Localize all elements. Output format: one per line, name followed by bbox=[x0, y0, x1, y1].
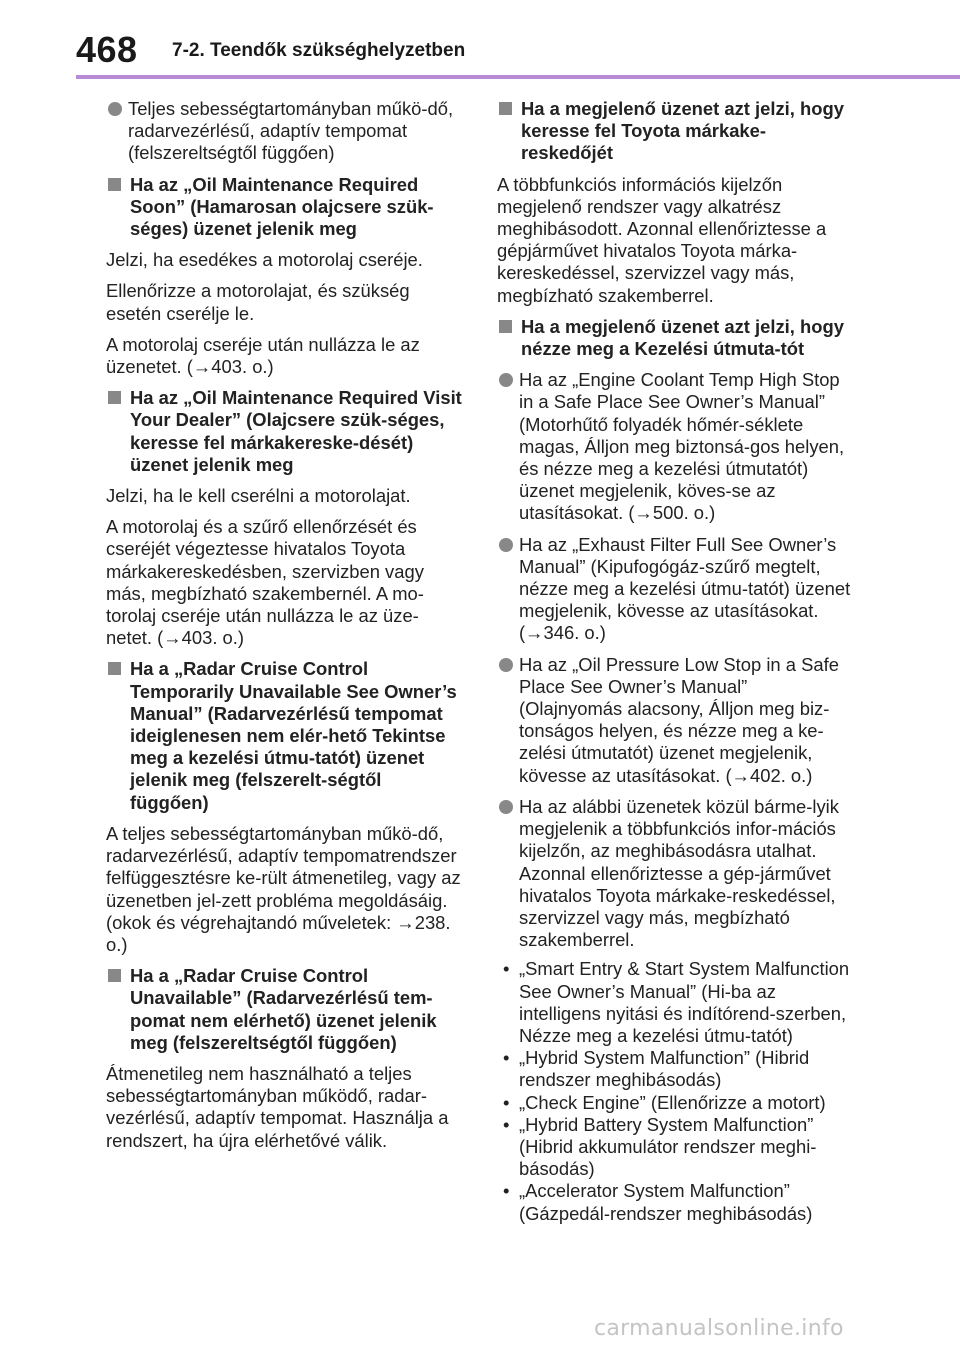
page-number: 468 bbox=[76, 29, 138, 70]
page-header bbox=[0, 0, 960, 76]
section-heading: Ha az „Oil Maintenance Required Soon” (Hamarosan olajcsere szük-séges) üzenet jelenik meg bbox=[106, 174, 462, 241]
paragraph: Ellenőrizze a motorolajat, és szükség esetén cserélje le. bbox=[106, 280, 410, 324]
bullet-item: Ha az alábbi üzenetek közül bárme-lyik megjelenik a többfunkciós infor-mációs kijelzőn, az meghibásodásra utalhat. Azonnal ellenőriztesse a gép-járművet hivatalos Toyota márkake-reskedéssel, szervizzel vagy más, megbízható szakemberrel. bbox=[497, 796, 853, 951]
paragraph: A többfunkciós információs kijelzőn megjelenő rendszer vagy alkatrész meghibásodott. Azonnal ellenőriztesse a gépjárművet hivatalos Toyota márka-kereskedéssel, szervizzel vagy más, megbízható szakemberrel. bbox=[497, 173, 827, 306]
left-column bbox=[106, 98, 462, 1161]
paragraph: A motorolaj és a szűrő ellenőrzését és cseréjét végeztesse hivatalos Toyota márkakereskedésben, szervizben vagy más, megbízható szakembernél. A mo-torolaj cseréje után nullázza le az üze-netet. (→403. o.) bbox=[106, 516, 424, 649]
list-item: • „Accelerator System Malfunction” (Gázpedál-rendszer meghibásodás) bbox=[497, 1180, 853, 1224]
header-rule bbox=[76, 75, 960, 79]
bullet-item: Teljes sebességtartományban műkö-dő, radarvezérlésű, adaptív tempomat (felszereltségtől függően) bbox=[106, 98, 462, 165]
paragraph: Jelzi, ha esedékes a motorolaj cseréje. bbox=[106, 249, 423, 271]
bullet-item: Ha az „Exhaust Filter Full See Owner’s Manual” (Kipufogógáz-szűrő megtelt, nézze meg a kezelési útmu-tatót) üzenet megjelenik, kövesse az utasításokat. (→346. o.) bbox=[497, 534, 853, 645]
paragraph: A teljes sebességtartományban műkö-dő, radarvezérlésű, adaptív tempomatrendszer felfüggesztésre ke-rült átmenetileg, vagy az üzenetben jel-zett probléma megoldásáig. (okok és végrehajtandó műveletek: →238. o.) bbox=[106, 822, 461, 955]
bullet-item: Ha az „Engine Coolant Temp High Stop in a Safe Place See Owner’s Manual” (Motorhűtő folyadék hőmér-séklete magas, Álljon meg biztonsá-gos helyen, és nézze meg a kezelési útmutatót) üzenet megjelenik, köves-se az utasításokat. (→500. o.) bbox=[497, 369, 853, 524]
paragraph: A motorolaj cseréje után nullázza le az üzenetet. (→403. o.) bbox=[106, 333, 420, 378]
paragraph: Átmenetileg nem használható a teljes sebességtartományban működő, radar-vezérlésű, adaptív tempomat. Használja a rendszert, ha újra elérhetővé válik. bbox=[106, 1062, 449, 1151]
list-item: • „Hybrid System Malfunction” (Hibrid rendszer meghibásodás) bbox=[497, 1047, 853, 1091]
bullet-item: Ha az „Oil Pressure Low Stop in a Safe Place See Owner’s Manual” (Olajnyomás alacsony, Álljon meg biz-tonságos helyen, és nézze meg a ke-zelési útmutatót) üzenet megjelenik, kövesse az utasításokat. (→402. o.) bbox=[497, 654, 853, 787]
list-item: • „Smart Entry & Start System Malfunction See Owner’s Manual” (Hi-ba az intelligens nyitási és indítórend-szerben, Nézze meg a kezelési útmu-tatót) bbox=[497, 958, 853, 1047]
watermark: carmanualsonline.info bbox=[594, 1316, 844, 1341]
paragraph: Jelzi, ha le kell cserélni a motorolajat. bbox=[106, 485, 411, 507]
section-heading: Ha a megjelenő üzenet azt jelzi, hogy nézze meg a Kezelési útmuta-tót bbox=[497, 316, 853, 360]
chapter-title: 7-2. Teendők szükséghelyzetben bbox=[172, 40, 466, 61]
right-column bbox=[497, 98, 853, 1225]
section-heading: Ha az „Oil Maintenance Required Visit Your Dealer” (Olajcsere szük-séges, keresse fel márkakereske-dését) üzenet jelenik meg bbox=[106, 387, 462, 476]
message-list bbox=[497, 958, 853, 1224]
section-heading: Ha a „Radar Cruise Control Unavailable” (Radarvezérlésű tem-pomat nem elérhető) üzenet jelenik meg (felszereltségtől függően) bbox=[106, 965, 462, 1054]
section-heading: Ha a megjelenő üzenet azt jelzi, hogy keresse fel Toyota márkake-reskedőjét bbox=[497, 98, 853, 165]
list-item: • „Hybrid Battery System Malfunction” (Hibrid akkumulátor rendszer meghi-básodás) bbox=[497, 1114, 853, 1181]
list-item: • „Check Engine” (Ellenőrizze a motort) bbox=[497, 1092, 853, 1114]
section-heading: Ha a „Radar Cruise Control Temporarily Unavailable See Owner’s Manual” (Radarvezérlésű tempomat ideiglenesen nem elér-hető Tekintse meg a kezelési útmu-tatót) üzenet jelenik meg (felszerelt-ségtől függően) bbox=[106, 658, 462, 813]
